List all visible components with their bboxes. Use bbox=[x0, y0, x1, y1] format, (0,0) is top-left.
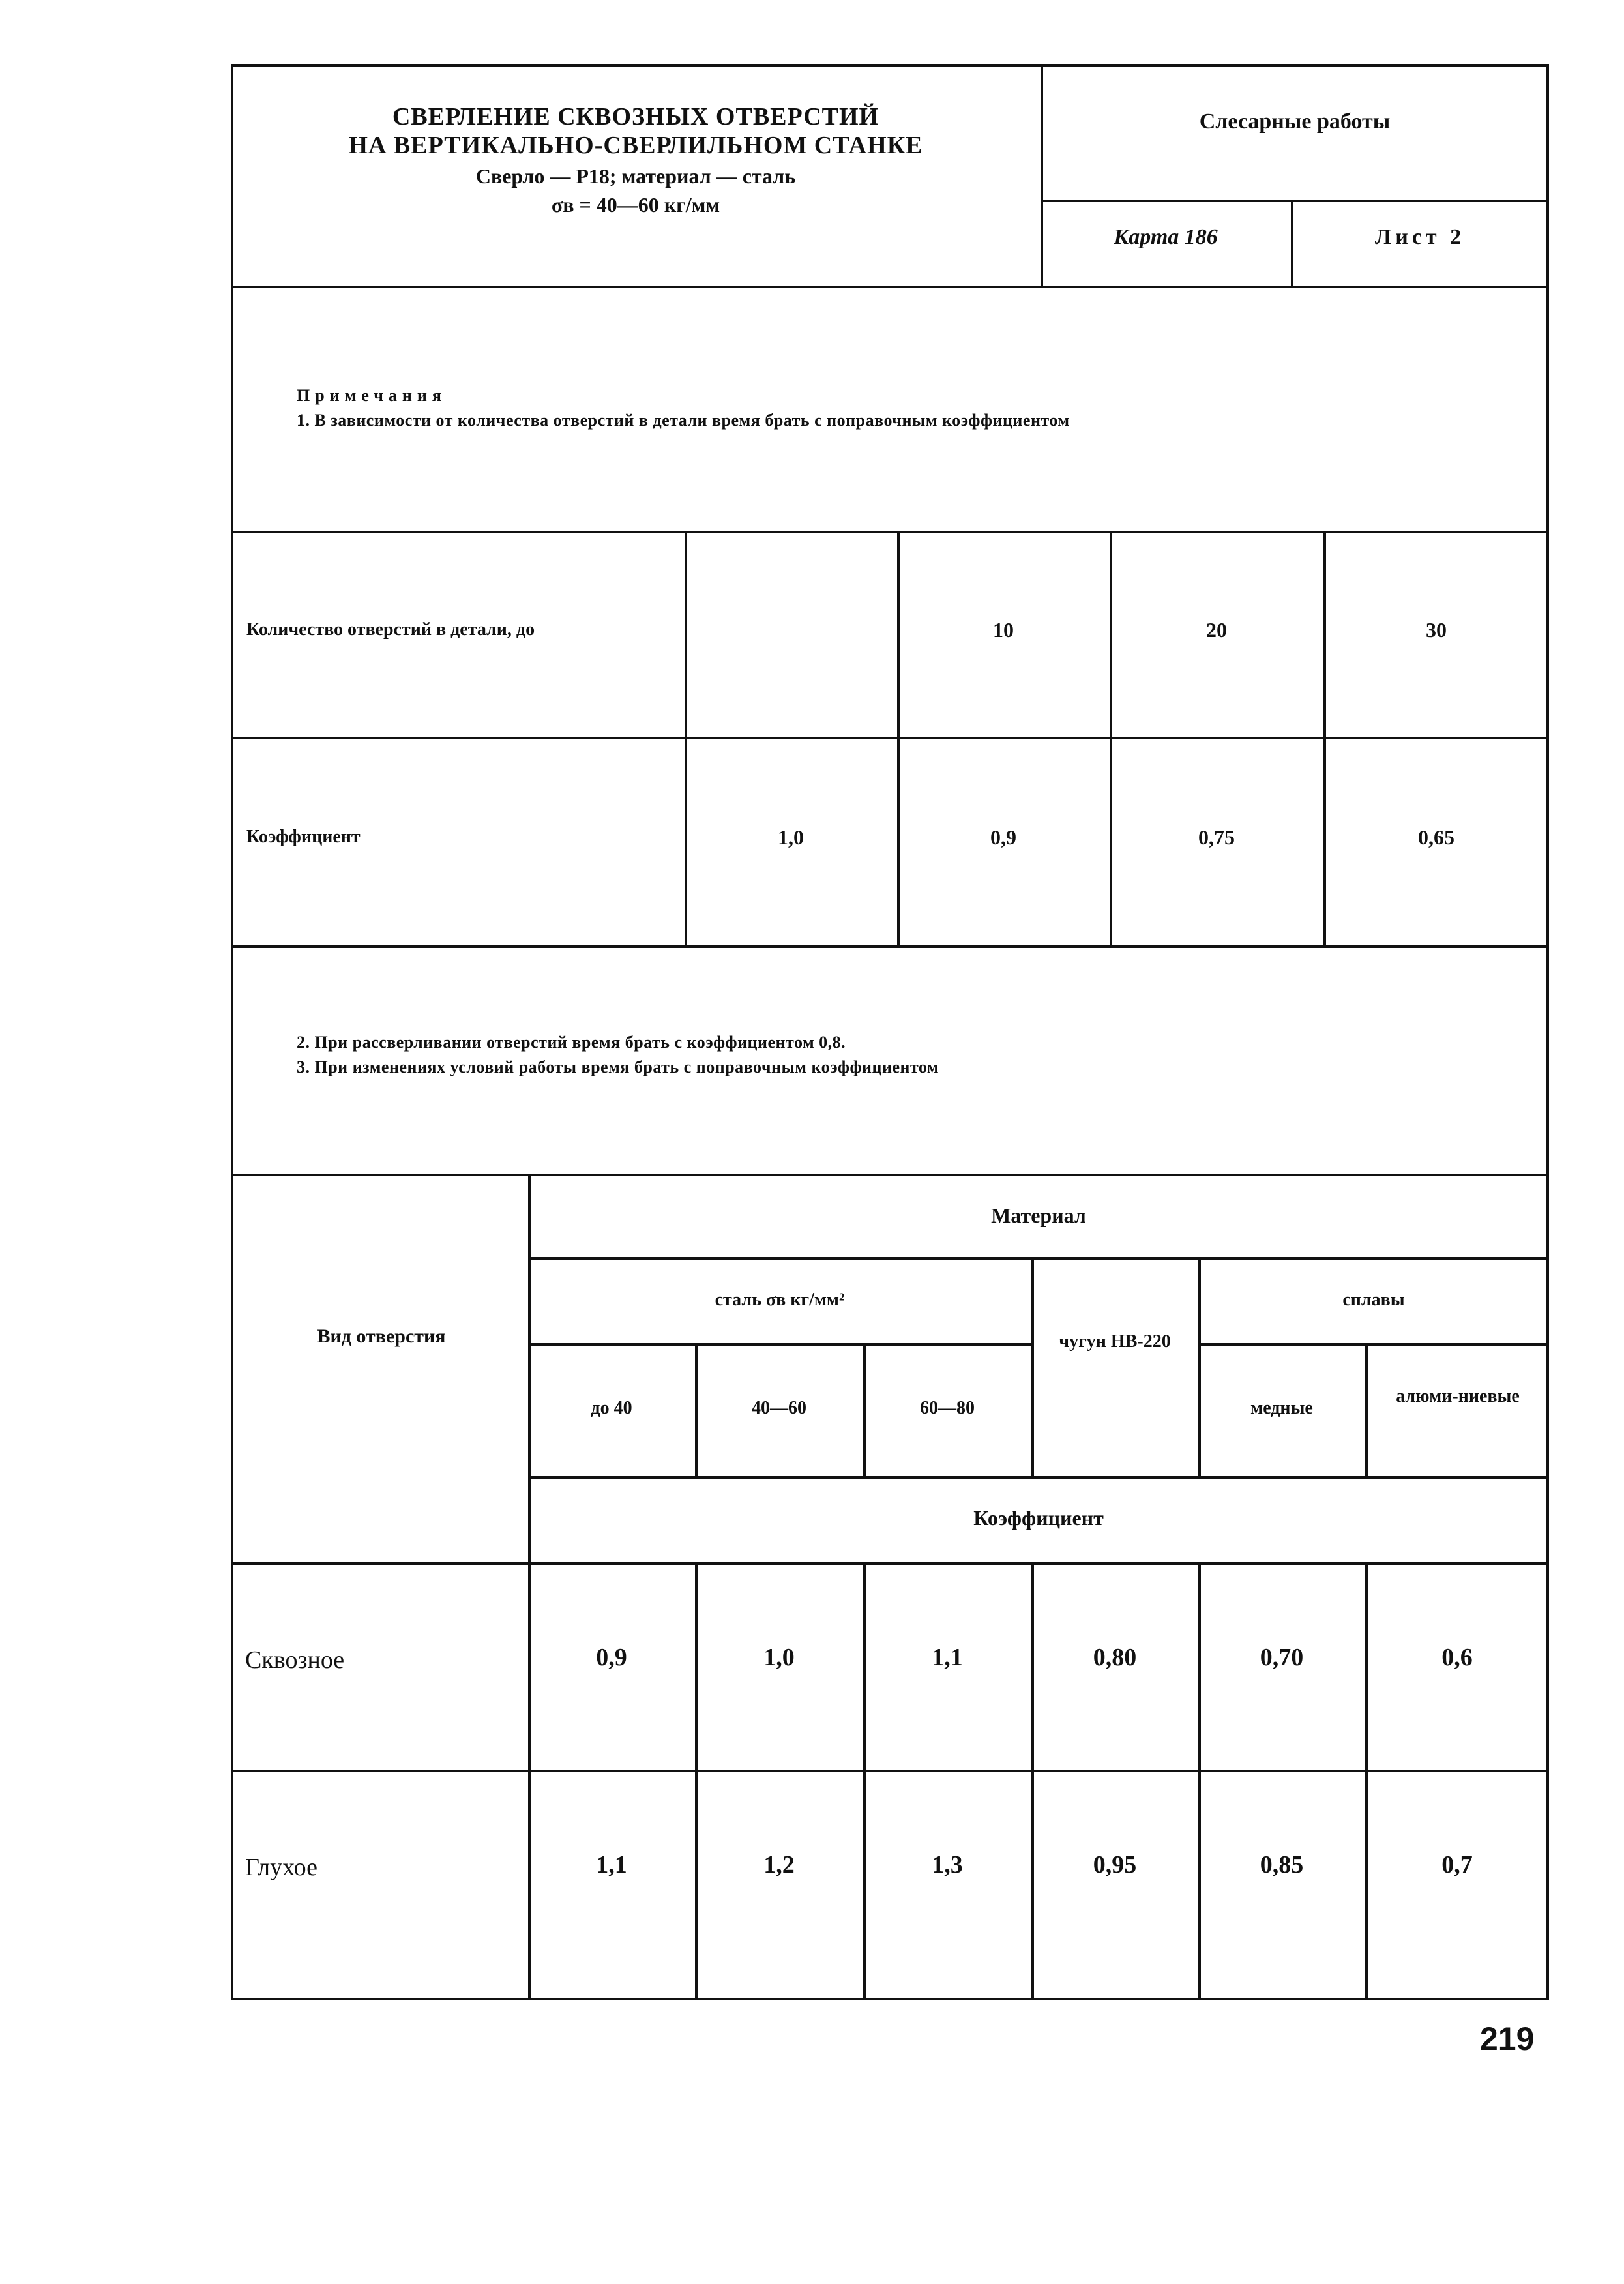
note-1: 1. В зависимости от количества отверстий в детали время брать с поправочным коэффициентом bbox=[297, 411, 1070, 430]
title-line-4: σв = 40—60 кг/мм bbox=[551, 193, 720, 216]
table-cell: 0,70 bbox=[1260, 1644, 1304, 1671]
card-number: Карта 186 bbox=[1114, 225, 1218, 249]
coefficient-header: Коэффициент bbox=[973, 1506, 1104, 1530]
title-line-3: Сверло — Р18; материал — сталь bbox=[475, 164, 796, 188]
alloy-subcol: медные bbox=[1250, 1398, 1313, 1418]
section-title: Слесарные работы bbox=[1199, 110, 1391, 134]
data-col-div-3 bbox=[1031, 1562, 1034, 2000]
table-cell: 1,1 bbox=[932, 1644, 963, 1671]
table-cell: 1,1 bbox=[596, 1851, 627, 1878]
steel-subcol: 60—80 bbox=[920, 1398, 975, 1418]
table-cell: 1,2 bbox=[763, 1851, 795, 1878]
material-header-rule bbox=[528, 1257, 1549, 1260]
holes-col-div-4 bbox=[1323, 531, 1326, 947]
table-cell: 1,3 bbox=[932, 1851, 963, 1878]
holes-count-cell: 10 bbox=[993, 618, 1014, 642]
steel-header: сталь σв кг/мм² bbox=[715, 1290, 845, 1310]
table-cell: 0,6 bbox=[1441, 1644, 1473, 1671]
holes-table-bottom-rule bbox=[231, 945, 1549, 948]
material-header: Материал bbox=[991, 1204, 1086, 1227]
holes-col-div-1 bbox=[685, 531, 687, 947]
holes-coef-cell: 0,65 bbox=[1418, 825, 1454, 849]
holes-table-mid-rule bbox=[231, 737, 1549, 739]
table-cell: 0,80 bbox=[1093, 1644, 1137, 1671]
subcols-bottom-rule bbox=[528, 1476, 1549, 1479]
table-cell: 0,9 bbox=[596, 1644, 627, 1671]
table-cell: 0,7 bbox=[1441, 1851, 1473, 1878]
row-divider-rule bbox=[231, 1770, 1549, 1772]
alloys-header: сплавы bbox=[1342, 1290, 1405, 1310]
material-table-top-rule bbox=[231, 1174, 1549, 1176]
table-cell: 0,85 bbox=[1260, 1851, 1304, 1878]
sheet-number: Лист 2 bbox=[1374, 225, 1466, 249]
data-col-div-5 bbox=[1365, 1562, 1368, 2000]
steel-header-rule bbox=[528, 1343, 1031, 1346]
header-divider bbox=[1041, 64, 1043, 287]
header-sub-rule bbox=[1041, 200, 1549, 202]
page-frame bbox=[231, 64, 1549, 2000]
steel-subcol: 40—60 bbox=[752, 1398, 806, 1418]
holes-count-cell: 30 bbox=[1426, 618, 1447, 642]
alloy-subcol: алюми-ниевые bbox=[1396, 1386, 1520, 1406]
alloys-header-rule bbox=[1198, 1343, 1549, 1346]
holes-coef-cell: 0,9 bbox=[990, 825, 1016, 849]
title-line-2: НА ВЕРТИКАЛЬНО-СВЕРЛИЛЬНОМ СТАНКЕ bbox=[348, 132, 923, 159]
hole-type-header: Вид отверстия bbox=[317, 1326, 446, 1347]
steel-subcol: до 40 bbox=[591, 1398, 632, 1418]
holes-col-div-2 bbox=[897, 531, 900, 947]
holes-count-label: Количество отверстий в детали, до bbox=[246, 619, 535, 640]
holes-coef-label: Коэффициент bbox=[246, 827, 361, 847]
data-col-div-2 bbox=[863, 1562, 866, 2000]
holes-table-top-rule bbox=[231, 531, 1549, 533]
row-label-through: Сквозное bbox=[245, 1646, 345, 1674]
holes-coef-cell: 1,0 bbox=[778, 825, 804, 849]
cast-iron-header: чугун НВ-220 bbox=[1059, 1331, 1171, 1352]
page-number: 219 bbox=[1480, 2021, 1535, 2057]
alloys-col-div bbox=[1365, 1343, 1368, 1477]
holes-count-cell: 20 bbox=[1206, 618, 1227, 642]
title-line-1: СВЕРЛЕНИЕ СКВОЗНЫХ ОТВЕРСТИЙ bbox=[392, 103, 879, 130]
header-bottom-rule bbox=[231, 286, 1549, 288]
table-cell: 0,95 bbox=[1093, 1851, 1137, 1878]
data-col-div-4 bbox=[1198, 1562, 1201, 2000]
table-cell: 1,0 bbox=[763, 1644, 795, 1671]
note-3: 3. При изменениях условий работы время брать с поправочным коэффициентом bbox=[297, 1058, 939, 1076]
holes-col-div-3 bbox=[1110, 531, 1112, 947]
holes-coef-cell: 0,75 bbox=[1198, 825, 1235, 849]
row-label-blind: Глухое bbox=[245, 1854, 317, 1881]
note-2: 2. При рассверливании отверстий время брать с коэффициентом 0,8. bbox=[297, 1033, 846, 1052]
steel-castiron-div bbox=[1031, 1257, 1034, 1477]
notes-heading: Примечания bbox=[297, 386, 447, 405]
data-col-div-1 bbox=[695, 1562, 698, 2000]
coef-header-bottom-rule bbox=[231, 1562, 1549, 1565]
